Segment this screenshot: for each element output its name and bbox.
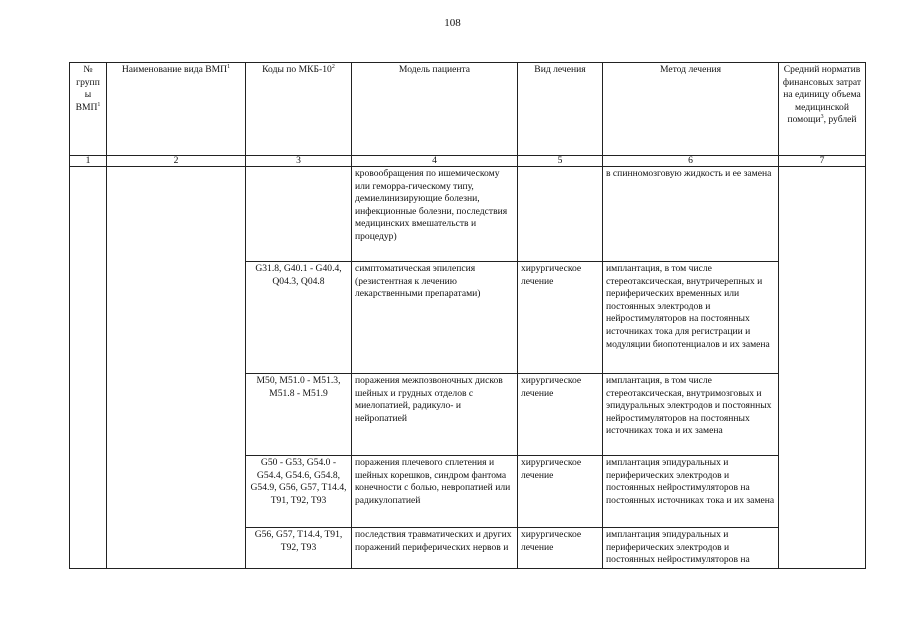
group-number-cell (70, 167, 107, 569)
header-patient-model: Модель пациента (352, 63, 518, 156)
patient-model-cell: кровообращения по ишемическому или геморра-гическому типу, демиелинизирующие болезни, инфекционные болезни, последствия медицинских вмешательств и процедур) (352, 167, 518, 262)
column-number: 4 (352, 156, 518, 167)
header-row (70, 63, 866, 156)
treatment-method-cell: в спинномозговую жидкость и ее замена (603, 167, 779, 262)
icd-codes-cell: G50 - G53, G54.0 - G54.4, G54.6, G54.8, G54.9, G56, G57, T14.4, T91, T92, T93 (246, 456, 352, 528)
icd-codes-cell: G56, G57, T14.4, T91, T92, T93 (246, 528, 352, 569)
column-number: 1 (70, 156, 107, 167)
treatment-type-cell: хирургическое лечение (518, 262, 603, 374)
patient-model-cell: поражения плечевого сплетения и шейных корешков, синдром фантома конечности с болью, невропатией или радикулопатией (352, 456, 518, 528)
page-number: 108 (444, 17, 461, 29)
header-group-number: № групп ы ВМП$^1$ (70, 63, 107, 156)
treatment-type-cell (518, 167, 603, 262)
patient-model-cell: симптоматическая эпилепсия (резистентная к лечению лекарственными препаратами) (352, 262, 518, 374)
column-number: 2 (107, 156, 246, 167)
treatment-type-cell: хирургическое лечение (518, 528, 603, 569)
treatment-method-cell: имплантация, в том числе стереотаксическая, внутримозговых и эпидуральных электродов и постоянных нейростимуляторов на постоянных источниках тока и их замена (603, 374, 779, 456)
column-number: 6 (603, 156, 779, 167)
cost-norm-cell (779, 167, 866, 569)
column-number-row (70, 156, 866, 167)
header-icd-codes: Коды по МКБ-$10^2$ (246, 63, 352, 156)
vmp-name-cell (107, 167, 246, 569)
header-treatment-type: Вид лечения (518, 63, 603, 156)
vmp-table (69, 62, 866, 569)
patient-model-cell: поражения межпозвоночных дисков шейных и грудных отделов с миелопатией, радикуло- и нейропатией (352, 374, 518, 456)
column-number: 5 (518, 156, 603, 167)
treatment-type-cell: хирургическое лечение (518, 374, 603, 456)
treatment-method-cell: имплантация эпидуральных и периферических электродов и постоянных нейростимуляторов на (603, 528, 779, 569)
icd-codes-cell (246, 167, 352, 262)
header-vmp-name: Наименование вида ВМП$^1$ (107, 63, 246, 156)
header-treatment-method: Метод лечения (603, 63, 779, 156)
icd-codes-cell: G31.8, G40.1 - G40.4, Q04.3, Q04.8 (246, 262, 352, 374)
header-cost-norm: Средний норматив финансовых затрат на единицу объема медицинской помощи$^3$, рублей (779, 63, 866, 156)
patient-model-cell: последствия травматических и других поражений периферических нервов и (352, 528, 518, 569)
column-number: 7 (779, 156, 866, 167)
treatment-type-cell: хирургическое лечение (518, 456, 603, 528)
table-row (70, 167, 866, 262)
treatment-method-cell: имплантация, в том числе стереотаксическая, внутричерепных и периферических временных или постоянных электродов и нейростимуляторов на постоянных источниках тока для регистрации и модуляции биопотенциалов и их замена (603, 262, 779, 374)
icd-codes-cell: M50, M51.0 - M51.3, M51.8 - M51.9 (246, 374, 352, 456)
column-number: 3 (246, 156, 352, 167)
treatment-method-cell: имплантация эпидуральных и периферических электродов и постоянных нейростимуляторов на постоянных источниках тока и их замена (603, 456, 779, 528)
